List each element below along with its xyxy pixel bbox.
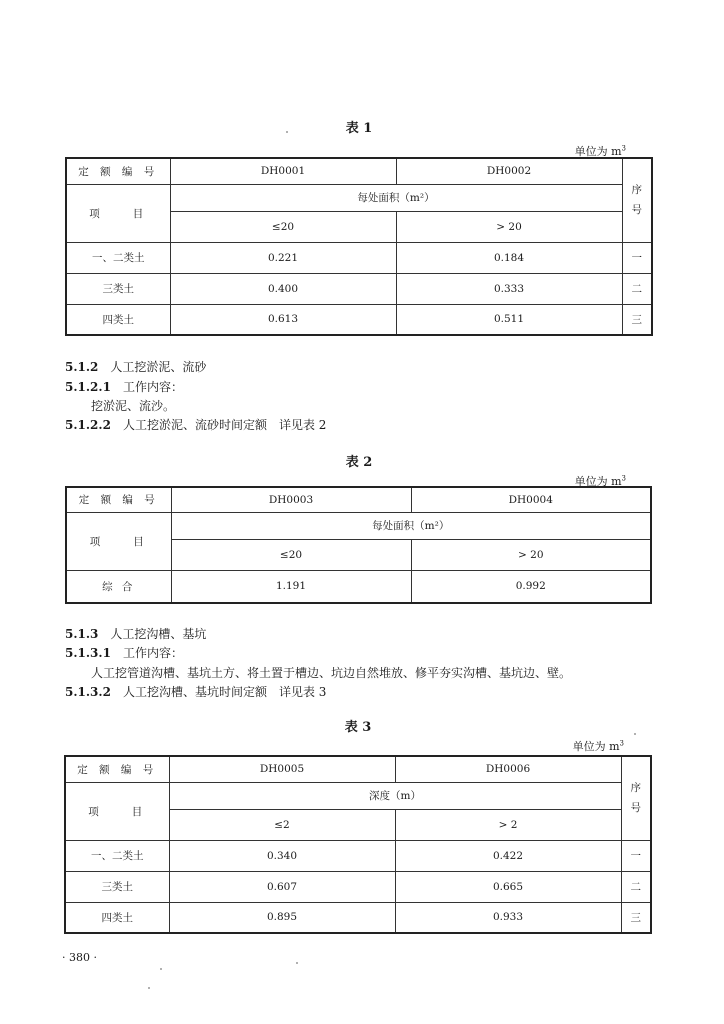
table3-header-label: 定 额 编 号 (65, 756, 169, 782)
scan-speck (634, 733, 636, 735)
table3-item-label: 项 目 (65, 782, 169, 840)
table1-unit: 单位为 $m^3$ (574, 144, 626, 158)
table2-header-label: 定 额 编 号 (66, 487, 171, 512)
section-5-1-3-1-body: 人工挖管道沟槽、基坑土方、将土置于槽边、坑边自然堆放、修平夯实沟槽、基坑边、壁。 (91, 666, 572, 680)
table3-sub-header-2: > 2 (395, 809, 621, 840)
table3-sub-header-1: ≤2 (169, 809, 395, 840)
table1-sub-header-1: ≤20 (170, 211, 396, 242)
section-5-1-2: 5.1.2 人工挖淤泥、流砂 (65, 360, 207, 374)
row-name: 综 合 (66, 570, 171, 603)
table-row (65, 902, 651, 933)
table3-code-1: DH0005 (169, 756, 395, 782)
scan-speck (148, 987, 150, 989)
row-seq: 三 (622, 304, 652, 335)
table1-item-label: 项 目 (66, 184, 170, 242)
table1-sub-header-2: > 20 (396, 211, 622, 242)
section-5-1-3-1: 5.1.3.1 工作内容： (65, 646, 183, 660)
section-5-1-2-2: 5.1.2.2 人工挖淤泥、流砂时间定额 详见表 2 (65, 418, 327, 432)
row-value: 0.340 (169, 840, 395, 871)
row-value: 0.422 (395, 840, 621, 871)
table2-unit: 单位为 $m^3$ (574, 474, 626, 488)
section-5-1-2-1: 5.1.2.1 工作内容： (65, 380, 183, 394)
table-row (66, 273, 652, 304)
table3-group-header: 深度（m） (169, 782, 621, 809)
row-value: 1.191 (171, 570, 411, 603)
table2-code-1: DH0003 (171, 487, 411, 512)
table2-caption: 表 2 (345, 455, 373, 470)
table2-sub-header-1: ≤20 (171, 539, 411, 570)
table1 (65, 157, 653, 336)
table1-seq-header: 序号 (622, 158, 652, 242)
page-number: · 380 · (62, 951, 97, 964)
row-value: 0.992 (411, 570, 651, 603)
row-value: 0.895 (169, 902, 395, 933)
table3-caption: 表 3 (344, 720, 372, 735)
table3-unit: 单位为 $m^3$ (572, 739, 624, 753)
table3 (64, 755, 652, 934)
table2-item-label: 项 目 (66, 512, 171, 570)
row-seq: 二 (621, 871, 651, 902)
section-5-1-2-1-body: 挖淤泥、流沙。 (91, 399, 176, 413)
table-row (66, 242, 652, 273)
row-value: 0.613 (170, 304, 396, 335)
table2 (65, 486, 652, 604)
row-value: 0.607 (169, 871, 395, 902)
row-name: 一、二类土 (65, 840, 169, 871)
row-value: 0.665 (395, 871, 621, 902)
row-value: 0.933 (395, 902, 621, 933)
table2-code-2: DH0004 (411, 487, 651, 512)
row-name: 四类土 (66, 304, 170, 335)
table2-sub-header-2: > 20 (411, 539, 651, 570)
scan-speck (286, 131, 288, 133)
scan-speck (296, 962, 298, 964)
row-value: 0.400 (170, 273, 396, 304)
row-value: 0.511 (396, 304, 622, 335)
table3-code-2: DH0006 (395, 756, 621, 782)
table1-code-1: DH0001 (170, 158, 396, 184)
row-name: 三类土 (65, 871, 169, 902)
row-seq: 三 (621, 902, 651, 933)
table-row (66, 304, 652, 335)
scan-speck (160, 968, 162, 970)
table1-code-2: DH0002 (396, 158, 622, 184)
table1-header-label: 定 额 编 号 (66, 158, 170, 184)
row-seq: 二 (622, 273, 652, 304)
row-value: 0.333 (396, 273, 622, 304)
row-value: 0.221 (170, 242, 396, 273)
table2-group-header: 每处面积（m²） (171, 512, 651, 539)
row-seq: 一 (621, 840, 651, 871)
table-row (65, 840, 651, 871)
table-row (66, 570, 651, 603)
section-5-1-3-2: 5.1.3.2 人工挖沟槽、基坑时间定额 详见表 3 (65, 685, 327, 699)
row-seq: 一 (622, 242, 652, 273)
row-name: 四类土 (65, 902, 169, 933)
row-name: 一、二类土 (66, 242, 170, 273)
row-name: 三类土 (66, 273, 170, 304)
row-value: 0.184 (396, 242, 622, 273)
table3-seq-header: 序号 (621, 756, 651, 840)
table1-group-header: 每处面积（m²） (170, 184, 622, 211)
table-row (65, 871, 651, 902)
table1-caption: 表 1 (345, 121, 373, 136)
section-5-1-3: 5.1.3 人工挖沟槽、基坑 (65, 627, 207, 641)
